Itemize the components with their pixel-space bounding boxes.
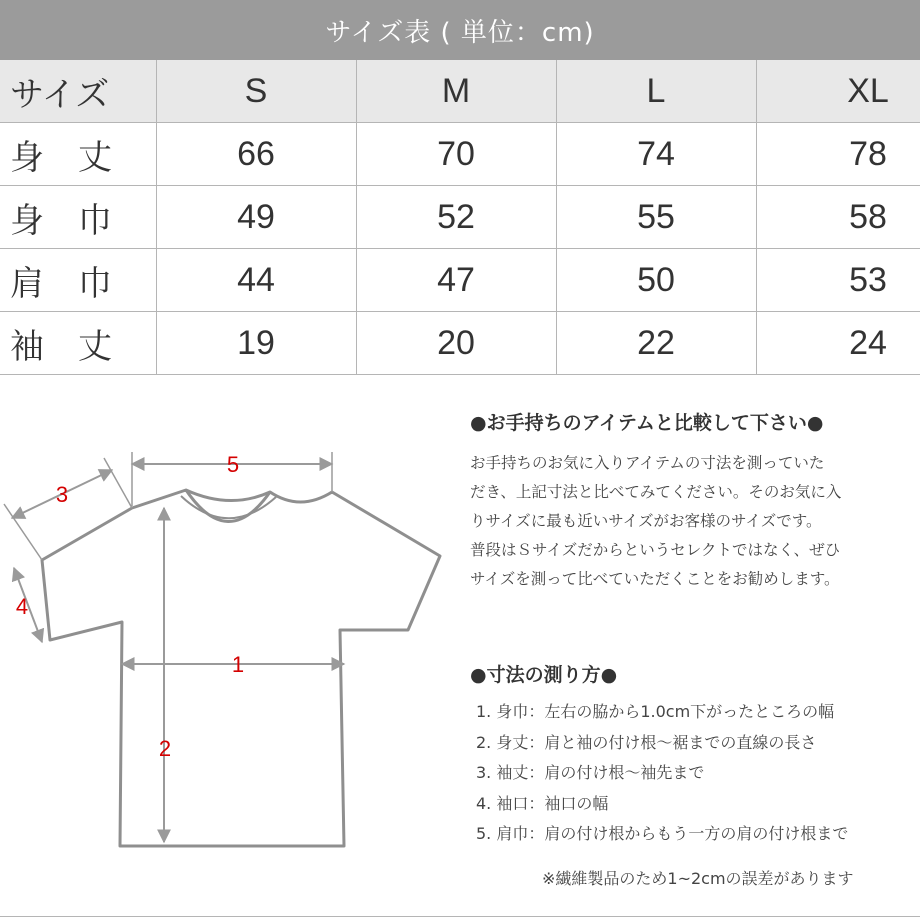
size-xl-header: XL	[756, 60, 920, 123]
row-label-sleeve-length: 袖 丈	[0, 312, 156, 375]
measure-list	[470, 697, 920, 850]
row-label-shoulder-width: 肩 巾	[0, 249, 156, 312]
table-cell: 24	[756, 312, 920, 375]
list-item: 5. 肩巾：肩の付け根からもう一方の肩の付け根まで	[476, 824, 849, 843]
table-row	[0, 249, 920, 312]
compare-line: 普段はＳサイズだからというセレクトではなく、ぜひ	[470, 541, 841, 559]
table-cell: 50	[556, 249, 756, 312]
tshirt-measurement-diagram	[0, 420, 460, 860]
measure-heading: ●寸法の測り方●	[470, 664, 618, 686]
diagram-label-5: 5	[226, 452, 240, 477]
table-row	[0, 312, 920, 375]
table-cell: 20	[356, 312, 556, 375]
compare-heading: ●お手持ちのアイテムと比較して下さい●	[470, 412, 824, 434]
size-s-header: S	[156, 60, 356, 123]
table-cell: 49	[156, 186, 356, 249]
diagram-label-1: 1	[231, 652, 245, 677]
table-cell: 70	[356, 123, 556, 186]
table-cell: 55	[556, 186, 756, 249]
row-label-body-length: 身 丈	[0, 123, 156, 186]
table-cell: 19	[156, 312, 356, 375]
size-header-label: サイズ	[0, 60, 156, 123]
table-row	[0, 186, 920, 249]
table-cell: 22	[556, 312, 756, 375]
table-cell: 52	[356, 186, 556, 249]
measure-section	[470, 660, 920, 850]
table-cell: 78	[756, 123, 920, 186]
diagram-label-2: 2	[158, 736, 172, 761]
table-cell: 44	[156, 249, 356, 312]
table-cell: 47	[356, 249, 556, 312]
size-table-title: サイズ表 ( 単位：cm)	[0, 0, 920, 60]
compare-line: だき、上記寸法と比べてみてください。そのお気に入	[470, 483, 842, 501]
table-cell: 53	[756, 249, 920, 312]
size-header-row	[0, 60, 920, 123]
table-cell: 58	[756, 186, 920, 249]
table-cell: 66	[156, 123, 356, 186]
compare-line: お手持ちのお気に入りアイテムの寸法を測っていた	[470, 454, 825, 472]
list-item: 4. 袖口：袖口の幅	[476, 793, 609, 813]
diagram-label-3: 3	[55, 482, 69, 507]
list-item: 3. 袖丈：肩の付け根～袖先まで	[476, 763, 705, 782]
size-m-header: M	[356, 60, 556, 123]
row-label-body-width: 身 巾	[0, 186, 156, 249]
table-row	[0, 123, 920, 186]
bottom-divider	[0, 916, 920, 917]
size-table	[0, 60, 920, 375]
compare-line: サイズを測って比べていただくことをお勧めします。	[470, 570, 840, 588]
list-item: 1. 身巾：左右の脇から1.0cm下がったところの幅	[476, 702, 835, 721]
diagram-label-4: 4	[15, 594, 29, 619]
list-item: 2. 身丈：肩と袖の付け根～裾までの直線の長さ	[476, 732, 817, 752]
table-cell: 74	[556, 123, 756, 186]
compare-line: りサイズに最も近いサイズがお客様のサイズです。	[470, 512, 822, 530]
compare-paragraph	[470, 449, 920, 594]
tolerance-note: ※繊維製品のため1~2cmの誤差があります	[542, 869, 854, 888]
size-l-header: L	[556, 60, 756, 123]
compare-section	[470, 408, 920, 594]
